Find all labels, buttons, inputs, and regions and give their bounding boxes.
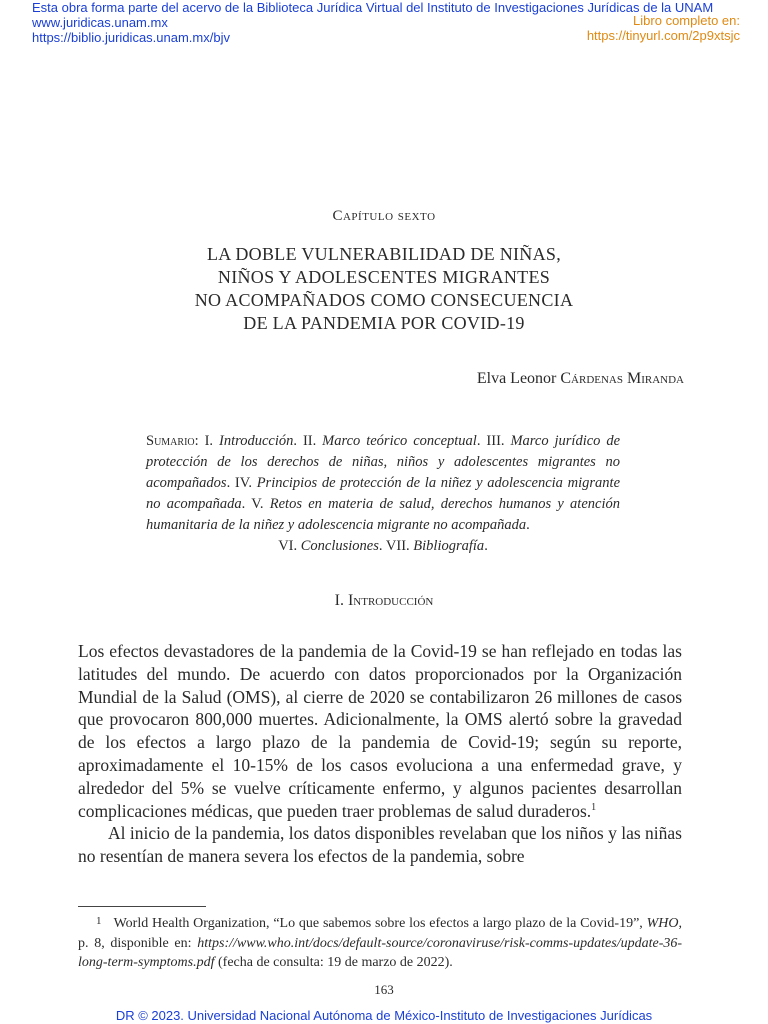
summary-item-num: IV. — [234, 475, 252, 491]
summary-item: Conclusiones — [300, 538, 379, 554]
summary-label: Sumario: — [146, 433, 199, 449]
summary-item-num: II. — [302, 433, 317, 449]
footnote-journal: WHO — [646, 916, 679, 931]
page-number: 163 — [374, 982, 394, 997]
summary-item: Principios de protección de la niñez y adolescencia migrante no acompañada — [146, 475, 621, 512]
summary-item-num: III. — [486, 433, 505, 449]
footnote-ref[interactable]: 1 — [591, 801, 597, 813]
summary-item: Introducción — [219, 433, 294, 449]
footnote-number: 1 — [96, 915, 102, 927]
title-line: NIÑOS Y ADOLESCENTES MIGRANTES — [217, 267, 551, 287]
summary-item: Marco teórico conceptual — [322, 433, 477, 449]
footnote-divider — [78, 906, 206, 907]
section-number: I. — [334, 592, 344, 609]
bjv-link[interactable]: https://biblio.juridicas.unam.mx/bjv — [32, 30, 230, 45]
footnote-url[interactable]: https://www.who.int/docs/default-source/coronaviruse/risk-comms-updates/update-36-long-term-symptoms.pdf — [78, 935, 683, 970]
summary-item-num: I. — [204, 433, 214, 449]
title-line: DE LA PANDEMIA POR COVID-19 — [243, 313, 525, 333]
footnote-text: World Health Organization, “Lo que sabemos sobre los efectos a largo plazo de la Covid-19”, — [113, 916, 643, 931]
repository-notice: Esta obra forma parte del acervo de la Biblioteca Jurídica Virtual del Instituto de Investigaciones Jurídicas de la UNAM — [32, 0, 714, 15]
summary-item-num: V. — [251, 496, 264, 512]
title-line: LA DOBLE VULNERABILIDAD DE NIÑAS, — [206, 244, 562, 264]
footnote-text: , p. 8, disponible en: — [78, 916, 683, 951]
summary-item: Bibliografía — [413, 538, 485, 554]
juridicas-link[interactable]: www.juridicas.unam.mx — [32, 15, 168, 30]
chapter-label: Capítulo sexto — [332, 208, 436, 224]
full-book-link[interactable]: https://tinyurl.com/2p9xtsjc — [586, 28, 740, 43]
full-book-banner — [587, 13, 740, 43]
paragraph-text: Los efectos devastadores de la pandemia de la Covid-19 se han reflejado en todas las latitudes del mundo. De acuerdo con datos proporcionados por la Organización Mundial de la Salud (OMS), al cierre de 2020 se contabilizaron 26 millones de casos que provocaron 800,000 muertes. Adicionalmente, la OMS alertó sobre la gravedad de los efectos a largo plazo de la pandemia de Covid-19; según su reporte, aproximadamente el 10-15% de los casos evoluciona a una enfermedad grave, y alrededor del 5% se vuelve críticamente enfermo, y algunos pacientes desarrollan complicaciones médicas, que pueden traer problemas de salud duraderos. — [78, 641, 682, 821]
summary-item-num: VII. — [385, 538, 410, 554]
footnote — [78, 912, 682, 973]
paragraph: Al inicio de la pandemia, los datos disponibles revelaban que los niños y las niñas no resentían de manera severa los efectos de la pandemia, sobre — [78, 823, 682, 867]
summary-last-line: VI. Conclusiones. VII. Bibliografía. — [278, 538, 488, 554]
section-heading — [0, 592, 768, 610]
title-line: NO ACOMPAÑADOS COMO CONSECUENCIA — [194, 290, 574, 310]
full-book-label: Libro completo en: — [633, 13, 740, 28]
author-first-name: Elva Leonor — [476, 370, 557, 387]
paragraph — [78, 640, 682, 822]
chapter-summary: Sumario: I. Introducción. II. Marco teórico conceptual. III. Marco jurídico de protección de los derechos de niñas, niños y adolescentes migrantes no acompañados. IV. Principios de protección de la niñez y adolescencia migrante no acompañada. V. Retos en materia de salud, derechos humanos y atención humanitaria de la niñez y adolescencia migrante no acompañada. VI. Conclusiones. VII. Bibliografía. — [146, 431, 620, 557]
section-title: Introducción — [347, 592, 434, 609]
author — [477, 370, 684, 388]
summary-item: Retos en materia de salud, derechos humanos y atención humanitaria de la niñez y adolescencia migrante no acompañada — [146, 496, 620, 533]
summary-item-num: VI. — [278, 538, 298, 554]
copyright-footer: DR © 2023. Universidad Nacional Autónoma de México-Instituto de Investigaciones Jurídicas — [115, 1008, 653, 1023]
footnote-text: (fecha de consulta: 19 de marzo de 2022). — [218, 955, 453, 970]
body-text — [78, 640, 682, 868]
summary-item: Marco jurídico de protección de los derechos de niñas, niños y adolescentes migrantes no acompañados — [146, 433, 621, 491]
author-last-name: Cárdenas Miranda — [560, 370, 684, 387]
chapter-title — [120, 243, 648, 335]
